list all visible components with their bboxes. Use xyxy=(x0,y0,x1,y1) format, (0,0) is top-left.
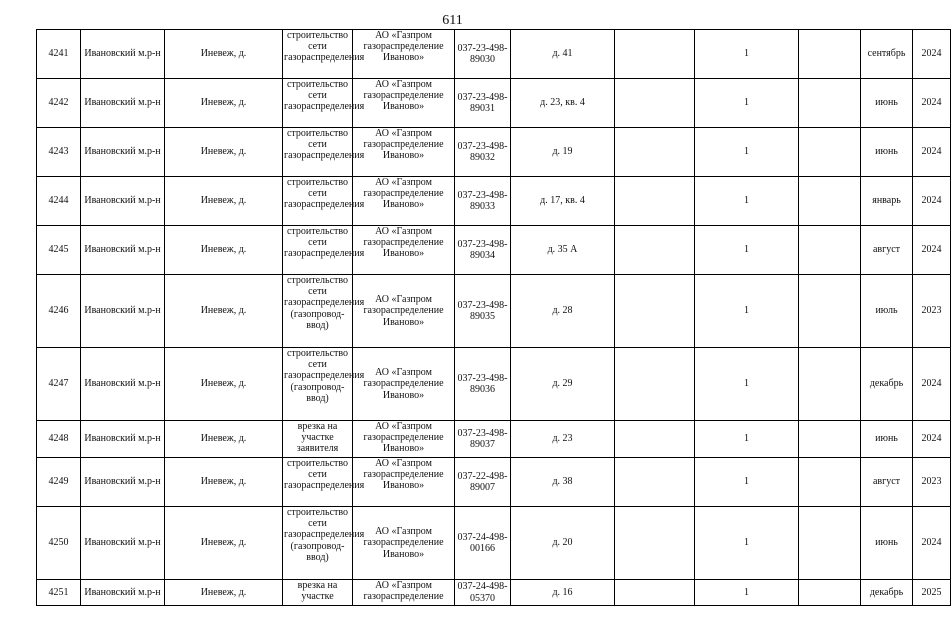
month-cell: август xyxy=(861,458,913,507)
id-cell: 037-23-498-89033 xyxy=(455,177,511,226)
month-cell: сентябрь xyxy=(861,30,913,79)
locality-cell: Иневеж, д. xyxy=(165,275,283,348)
organization-cell: АО «Газпром газораспределение Иваново» xyxy=(353,507,455,580)
quantity-cell: 1 xyxy=(695,348,799,421)
id-cell: 037-23-498-89032 xyxy=(455,128,511,177)
address-cell: д. 41 xyxy=(511,30,615,79)
year-cell: 2024 xyxy=(913,30,951,79)
address-cell: д. 35 А xyxy=(511,226,615,275)
organization-cell: АО «Газпром газораспределение Иваново» xyxy=(353,421,455,458)
district-cell: Ивановский м.р-н xyxy=(81,458,165,507)
locality-cell: Иневеж, д. xyxy=(165,79,283,128)
year-cell: 2024 xyxy=(913,348,951,421)
quantity-cell: 1 xyxy=(695,79,799,128)
registry-table xyxy=(36,29,951,606)
district-cell: Ивановский м.р-н xyxy=(81,580,165,606)
organization-cell: АО «Газпром газораспределение Иваново» xyxy=(353,348,455,421)
organization-cell: АО «Газпром газораспределение Иваново» xyxy=(353,79,455,128)
empty-cell xyxy=(615,30,695,79)
table-row xyxy=(37,507,951,580)
empty-cell xyxy=(799,348,861,421)
table-row xyxy=(37,177,951,226)
work-type-cell: строительство сети газораспределения xyxy=(283,458,353,507)
address-cell: д. 29 xyxy=(511,348,615,421)
id-cell: 037-22-498-89007 xyxy=(455,458,511,507)
address-cell: д. 38 xyxy=(511,458,615,507)
table-row xyxy=(37,348,951,421)
empty-cell xyxy=(799,79,861,128)
empty-cell xyxy=(799,275,861,348)
quantity-cell: 1 xyxy=(695,128,799,177)
year-cell: 2023 xyxy=(913,458,951,507)
month-cell: июнь xyxy=(861,507,913,580)
district-cell: Ивановский м.р-н xyxy=(81,421,165,458)
row-number: 4245 xyxy=(37,226,81,275)
empty-cell xyxy=(615,421,695,458)
district-cell: Ивановский м.р-н xyxy=(81,177,165,226)
address-cell: д. 23, кв. 4 xyxy=(511,79,615,128)
row-number: 4243 xyxy=(37,128,81,177)
empty-cell xyxy=(799,421,861,458)
district-cell: Ивановский м.р-н xyxy=(81,30,165,79)
district-cell: Ивановский м.р-н xyxy=(81,275,165,348)
empty-cell xyxy=(799,507,861,580)
locality-cell: Иневеж, д. xyxy=(165,348,283,421)
id-cell: 037-23-498-89030 xyxy=(455,30,511,79)
table-row xyxy=(37,580,951,606)
work-type-cell: строительство сети газораспределения xyxy=(283,226,353,275)
id-cell: 037-23-498-89037 xyxy=(455,421,511,458)
district-cell: Ивановский м.р-н xyxy=(81,226,165,275)
year-cell: 2024 xyxy=(913,226,951,275)
month-cell: июль xyxy=(861,275,913,348)
empty-cell xyxy=(615,275,695,348)
row-number: 4241 xyxy=(37,30,81,79)
locality-cell: Иневеж, д. xyxy=(165,226,283,275)
year-cell: 2024 xyxy=(913,128,951,177)
quantity-cell: 1 xyxy=(695,507,799,580)
locality-cell: Иневеж, д. xyxy=(165,128,283,177)
work-type-cell: строительство сети газораспределения (газопровод-ввод) xyxy=(283,507,353,580)
organization-cell: АО «Газпром газораспределение Иваново» xyxy=(353,177,455,226)
address-cell: д. 28 xyxy=(511,275,615,348)
address-cell: д. 19 xyxy=(511,128,615,177)
row-number: 4249 xyxy=(37,458,81,507)
table-row xyxy=(37,421,951,458)
quantity-cell: 1 xyxy=(695,275,799,348)
organization-cell: АО «Газпром газораспределение Иваново» xyxy=(353,30,455,79)
address-cell: д. 16 xyxy=(511,580,615,606)
month-cell: август xyxy=(861,226,913,275)
locality-cell: Иневеж, д. xyxy=(165,421,283,458)
district-cell: Ивановский м.р-н xyxy=(81,128,165,177)
id-cell: 037-23-498-89036 xyxy=(455,348,511,421)
year-cell: 2024 xyxy=(913,421,951,458)
id-cell: 037-23-498-89034 xyxy=(455,226,511,275)
work-type-cell: врезка на участке заявителя xyxy=(283,421,353,458)
quantity-cell: 1 xyxy=(695,458,799,507)
quantity-cell: 1 xyxy=(695,421,799,458)
quantity-cell: 1 xyxy=(695,30,799,79)
table-row xyxy=(37,30,951,79)
year-cell: 2025 xyxy=(913,580,951,606)
quantity-cell: 1 xyxy=(695,580,799,606)
locality-cell: Иневеж, д. xyxy=(165,30,283,79)
month-cell: июнь xyxy=(861,79,913,128)
id-cell: 037-24-498-00166 xyxy=(455,507,511,580)
empty-cell xyxy=(799,458,861,507)
work-type-cell: строительство сети газораспределения xyxy=(283,177,353,226)
page-number: 611 xyxy=(442,13,463,28)
empty-cell xyxy=(615,177,695,226)
empty-cell xyxy=(615,507,695,580)
empty-cell xyxy=(799,128,861,177)
quantity-cell: 1 xyxy=(695,226,799,275)
table-row xyxy=(37,128,951,177)
address-cell: д. 17, кв. 4 xyxy=(511,177,615,226)
row-number: 4247 xyxy=(37,348,81,421)
row-number: 4248 xyxy=(37,421,81,458)
empty-cell xyxy=(615,226,695,275)
work-type-cell: строительство сети газораспределения xyxy=(283,30,353,79)
empty-cell xyxy=(799,226,861,275)
row-number: 4250 xyxy=(37,507,81,580)
quantity-cell: 1 xyxy=(695,177,799,226)
table-row xyxy=(37,79,951,128)
work-type-cell: строительство сети газораспределения xyxy=(283,128,353,177)
month-cell: июнь xyxy=(861,421,913,458)
empty-cell xyxy=(799,30,861,79)
organization-cell: АО «Газпром газораспределение Иваново» xyxy=(353,275,455,348)
id-cell: 037-23-498-89035 xyxy=(455,275,511,348)
table-row xyxy=(37,275,951,348)
empty-cell xyxy=(799,177,861,226)
locality-cell: Иневеж, д. xyxy=(165,507,283,580)
empty-cell xyxy=(615,79,695,128)
locality-cell: Иневеж, д. xyxy=(165,458,283,507)
district-cell: Ивановский м.р-н xyxy=(81,348,165,421)
table-row xyxy=(37,226,951,275)
empty-cell xyxy=(615,458,695,507)
table-row xyxy=(37,458,951,507)
empty-cell xyxy=(615,580,695,606)
row-number: 4244 xyxy=(37,177,81,226)
empty-cell xyxy=(615,128,695,177)
work-type-cell: строительство сети газораспределения xyxy=(283,79,353,128)
empty-cell xyxy=(799,580,861,606)
work-type-cell: строительство сети газораспределения (газопровод-ввод) xyxy=(283,275,353,348)
month-cell: июнь xyxy=(861,128,913,177)
month-cell: декабрь xyxy=(861,348,913,421)
empty-cell xyxy=(615,348,695,421)
district-cell: Ивановский м.р-н xyxy=(81,507,165,580)
locality-cell: Иневеж, д. xyxy=(165,177,283,226)
month-cell: январь xyxy=(861,177,913,226)
organization-cell: АО «Газпром газораспределение Иваново» xyxy=(353,128,455,177)
work-type-cell: строительство сети газораспределения (газопровод-ввод) xyxy=(283,348,353,421)
year-cell: 2023 xyxy=(913,275,951,348)
month-cell: декабрь xyxy=(861,580,913,606)
year-cell: 2024 xyxy=(913,507,951,580)
locality-cell: Иневеж, д. xyxy=(165,580,283,606)
year-cell: 2024 xyxy=(913,79,951,128)
id-cell: 037-24-498-05370 xyxy=(455,580,511,606)
address-cell: д. 20 xyxy=(511,507,615,580)
district-cell: Ивановский м.р-н xyxy=(81,79,165,128)
organization-cell: АО «Газпром газораспределение xyxy=(353,580,455,606)
organization-cell: АО «Газпром газораспределение Иваново» xyxy=(353,458,455,507)
row-number: 4242 xyxy=(37,79,81,128)
work-type-cell: врезка на участке xyxy=(283,580,353,606)
address-cell: д. 23 xyxy=(511,421,615,458)
row-number: 4246 xyxy=(37,275,81,348)
row-number: 4251 xyxy=(37,580,81,606)
id-cell: 037-23-498-89031 xyxy=(455,79,511,128)
organization-cell: АО «Газпром газораспределение Иваново» xyxy=(353,226,455,275)
year-cell: 2024 xyxy=(913,177,951,226)
